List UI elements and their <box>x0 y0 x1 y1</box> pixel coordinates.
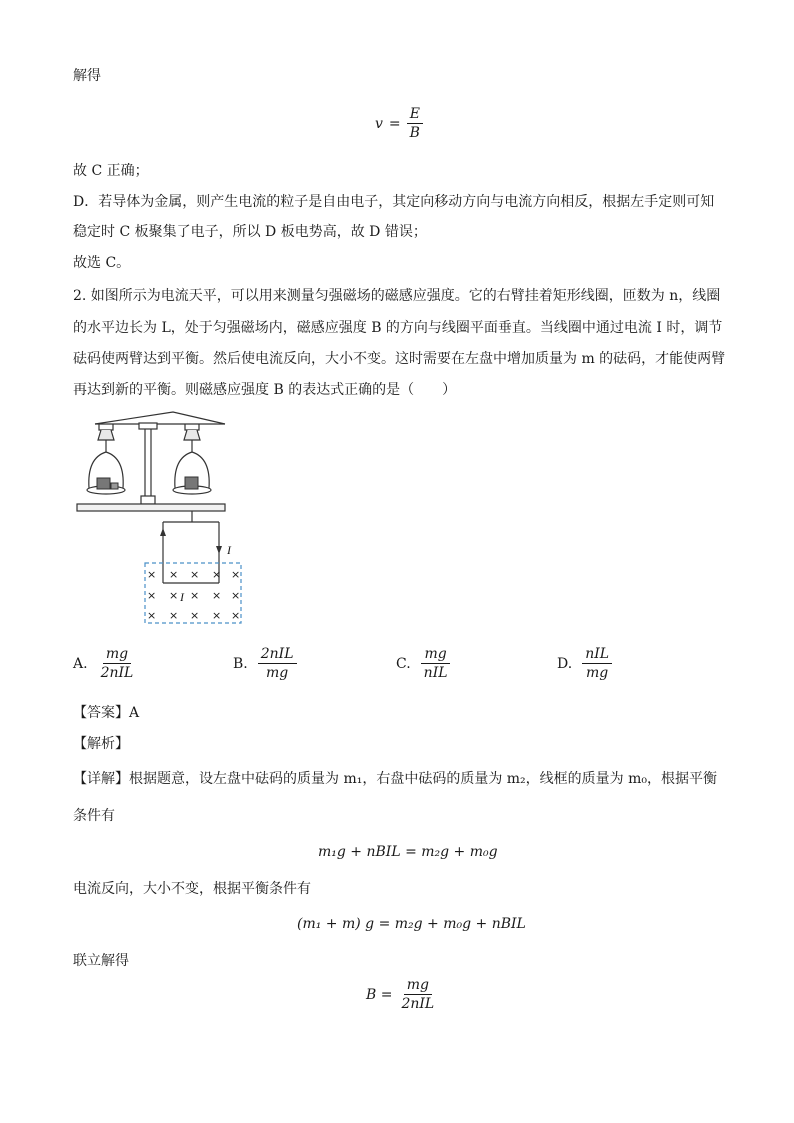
current-balance-figure <box>73 408 253 633</box>
option-c-label: C. <box>396 655 411 672</box>
option-c-numerator: mg <box>421 646 449 664</box>
eq-v-lhs: v <box>375 115 383 132</box>
svg-text:×: × <box>147 589 157 602</box>
svg-text:×: × <box>147 609 157 622</box>
question-2-line-2: 的水平边长为 L，处于匀强磁场内，磁感应强度 B 的方向与线圈平面垂直。当线圈中通过电流 I 时，调节 <box>73 320 723 336</box>
question-2-line-3: 砝码使两臂达到平衡。然后使电流反向，大小不变。这时需要在左盘中增加质量为 m 的砝码，才能使两臂 <box>73 351 726 367</box>
svg-text:×: × <box>190 568 200 581</box>
svg-text:×: × <box>212 568 222 581</box>
equation-v <box>375 106 423 141</box>
eq-v-fraction <box>407 106 423 141</box>
equation-2: (m₁ + m) g = m₂g + m₀g + nBIL <box>297 916 526 932</box>
option-c-denominator: nIL <box>423 665 448 681</box>
option-a[interactable] <box>73 646 136 681</box>
eq-v-equals: = <box>388 115 401 132</box>
analysis-heading: 【解析】 <box>73 736 129 752</box>
option-d-numerator: nIL <box>582 646 612 664</box>
option-d[interactable] <box>557 646 612 681</box>
svg-text:×: × <box>231 609 241 622</box>
eq3-denominator: 2nIL <box>401 996 435 1012</box>
option-c-fraction <box>421 646 451 681</box>
equation-3 <box>366 977 437 1012</box>
lianli-label: 联立解得 <box>73 953 129 969</box>
d-explanation-line-2: 稳定时 C 板聚集了电子，所以 D 板电势高，故 D 错误； <box>73 224 427 240</box>
option-c[interactable] <box>396 646 451 681</box>
eq-v-denominator: B <box>409 125 420 141</box>
svg-text:×: × <box>231 589 241 602</box>
option-d-denominator: mg <box>585 665 609 681</box>
eq-v-numerator: E <box>407 106 423 124</box>
option-a-numerator: mg <box>103 646 131 664</box>
field-crosses <box>147 568 240 622</box>
balance-base <box>77 504 225 511</box>
eq3-numerator: mg <box>404 977 432 995</box>
option-b[interactable] <box>233 646 297 681</box>
equation-1: m₁g + nBIL = m₂g + m₀g <box>318 844 498 860</box>
weight-small-left <box>111 483 118 489</box>
d-explanation-line-1: D．若导体为金属，则产生电流的粒子是自由电子，其定向移动方向与电流方向相反，根据左手定则可知 <box>73 194 715 210</box>
coil-current-label: I <box>180 590 184 604</box>
option-b-fraction <box>258 646 297 681</box>
question-2-line-4: 再达到新的平衡。则磁感应强度 B 的表达式正确的是（ ） <box>73 382 457 398</box>
svg-text:×: × <box>190 609 200 622</box>
option-d-label: D. <box>557 655 573 672</box>
eq3-lhs: B = <box>366 986 393 1003</box>
current-label: I <box>227 543 231 557</box>
svg-text:×: × <box>231 568 241 581</box>
svg-text:×: × <box>190 589 200 602</box>
answer-line: 【答案】A <box>73 705 140 721</box>
svg-text:×: × <box>169 609 179 622</box>
weight-large-left <box>97 478 110 489</box>
option-a-fraction <box>98 646 137 681</box>
svg-text:×: × <box>212 589 222 602</box>
svg-text:×: × <box>169 589 179 602</box>
c-correct-line: 故 C 正确； <box>73 163 149 179</box>
current-arrow-up <box>160 528 166 536</box>
option-a-denominator: 2nIL <box>100 665 134 681</box>
jiede-label: 解得 <box>73 68 101 84</box>
detail-line-2: 条件有 <box>73 808 115 824</box>
option-a-label: A. <box>73 655 88 672</box>
question-2-line-1: 2. 如图所示为电流天平，可以用来测量匀强磁场的磁感应强度。它的右臂挂着矩形线圈，匝数为 n，线圈 <box>73 288 721 304</box>
svg-text:×: × <box>147 568 157 581</box>
option-b-label: B. <box>233 655 248 672</box>
svg-text:×: × <box>212 609 222 622</box>
reverse-current-line: 电流反向，大小不变，根据平衡条件有 <box>73 881 311 897</box>
eq3-fraction <box>398 977 437 1012</box>
option-b-numerator: 2nIL <box>258 646 297 664</box>
svg-text:×: × <box>169 568 179 581</box>
balance-beam <box>95 412 225 424</box>
weight-right <box>185 477 198 489</box>
current-arrow-down <box>216 546 222 554</box>
option-b-denominator: mg <box>266 665 289 681</box>
option-d-fraction <box>582 646 612 681</box>
detail-line-1: 【详解】根据题意，设左盘中砝码的质量为 m₁，右盘中砝码的质量为 m₂，线框的质量为 m₀，根据平衡 <box>73 771 718 787</box>
choose-c-line: 故选 C。 <box>73 255 131 271</box>
